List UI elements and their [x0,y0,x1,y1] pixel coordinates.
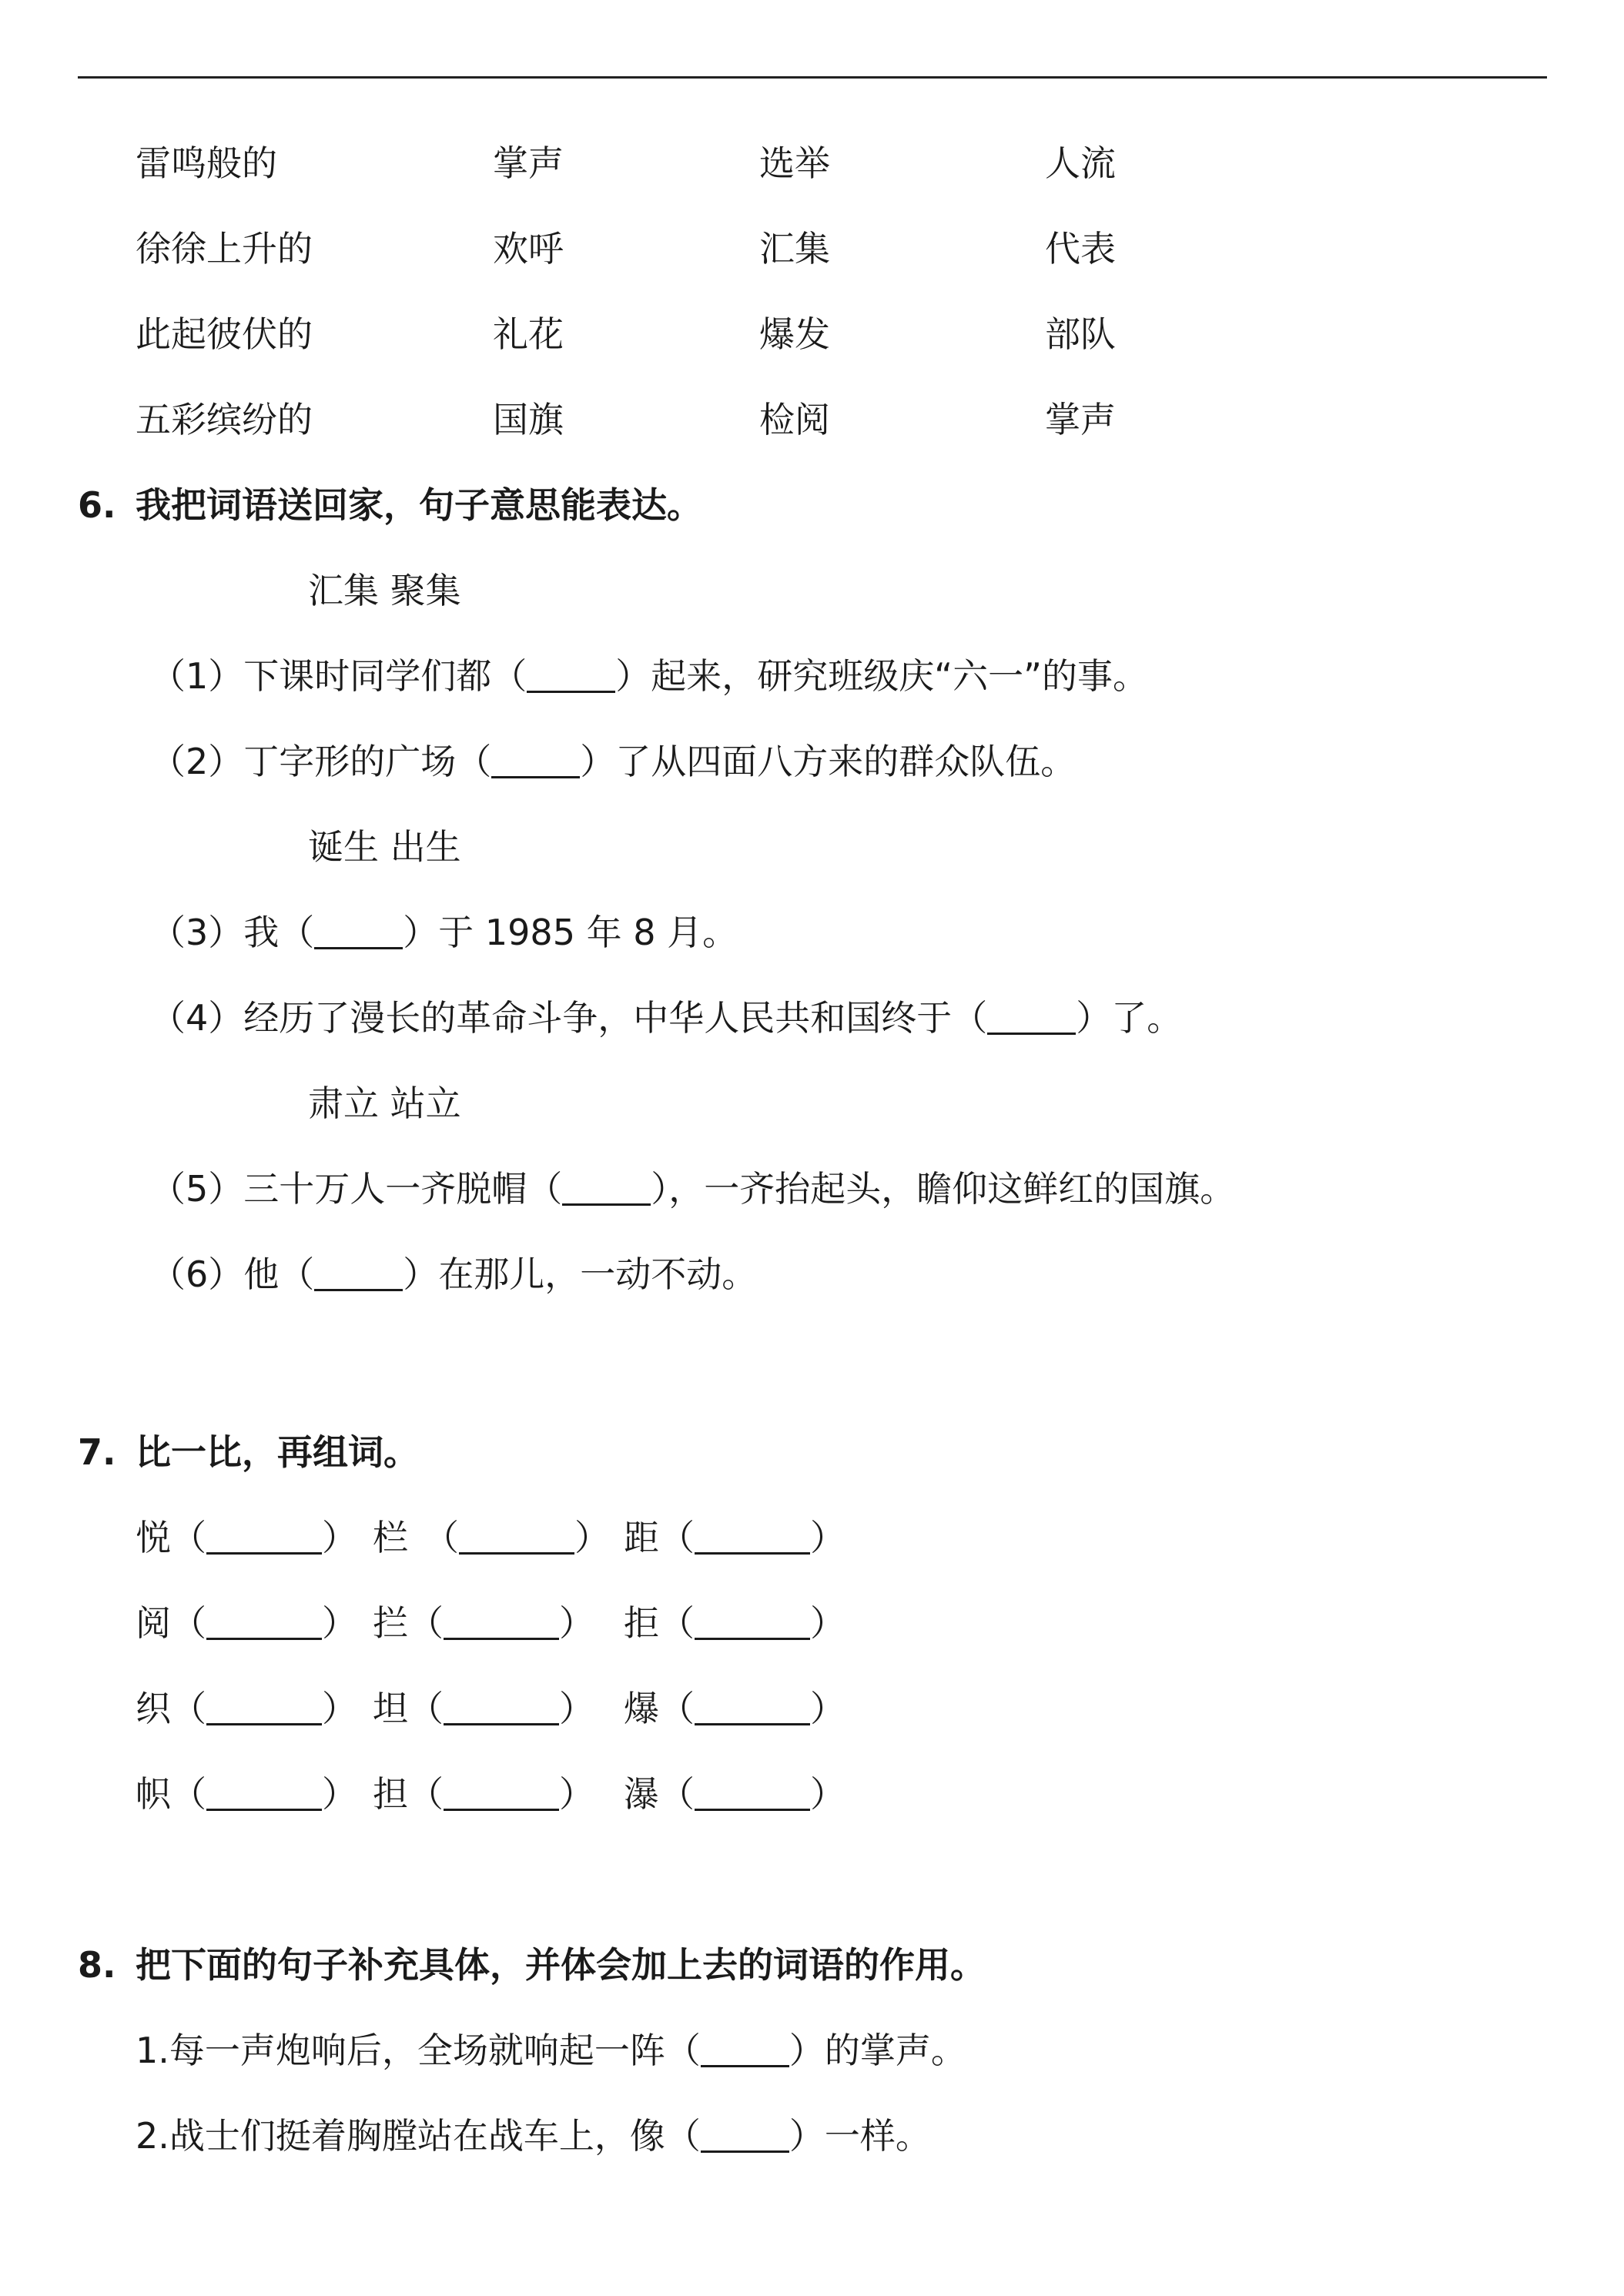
match-cell: 雷鸣般的 [136,142,277,184]
q8-title: 把下面的句子补充具体，并体会加上去的词语的作用。 [136,1944,986,1986]
match-cell: 爆发 [759,313,830,355]
answer-blank[interactable] [206,1689,322,1725]
answer-blank[interactable] [206,1604,322,1640]
q6-word-group-2: 诞生 出生 [308,826,461,868]
q7-number: 7. [78,1431,116,1473]
q6-word-group-3: 肃立 站立 [308,1083,461,1124]
answer-blank[interactable] [695,1689,810,1725]
answer-blank[interactable] [444,1775,559,1811]
answer-blank[interactable] [695,1518,810,1555]
match-cell: 国旗 [493,399,564,440]
match-cell: 礼花 [493,313,564,355]
top-rule [78,76,1547,79]
q6-word-group-1: 汇集 聚集 [308,570,461,611]
q6-number: 6. [78,484,116,526]
answer-blank[interactable] [562,1170,651,1206]
match-cell: 检阅 [759,399,830,440]
answer-blank[interactable] [491,742,580,778]
match-cell: 掌声 [1045,399,1116,440]
q6-sentence-4: （4）经历了漫长的革命斗争，中华人民共和国终于（ ）了。 [150,997,1183,1039]
answer-blank[interactable] [987,999,1076,1035]
answer-blank[interactable] [314,1255,403,1291]
answer-blank[interactable] [695,1775,810,1811]
compare-item: 悦（ ） [136,1517,357,1558]
answer-blank[interactable] [444,1689,559,1725]
match-cell: 此起彼伏的 [136,313,313,355]
answer-blank[interactable] [206,1518,322,1555]
q6-title: 我把词语送回家，句子意思能表达。 [136,484,702,526]
compare-item: 拒（ ） [624,1602,845,1644]
q8-sentence-1: 1.每一声炮响后，全场就响起一阵（ ）的掌声。 [136,2030,966,2071]
match-cell: 欢呼 [493,228,564,269]
compare-item: 帜（ ） [136,1773,357,1815]
match-cell: 选举 [759,142,830,184]
match-cell: 掌声 [493,142,564,184]
q8-number: 8. [78,1944,116,1986]
compare-item: 爆（ ） [624,1688,845,1729]
match-cell: 代表 [1045,228,1116,269]
compare-item: 阅（ ） [136,1602,357,1644]
answer-blank[interactable] [444,1604,559,1640]
q8-sentence-2: 2.战士们挺着胸膛站在战车上，像（ ）一样。 [136,2115,931,2157]
compare-item: 织（ ） [136,1688,357,1729]
answer-blank[interactable] [701,2031,789,2067]
answer-blank[interactable] [701,2117,789,2153]
match-cell: 徐徐上升的 [136,228,313,269]
compare-item: 栏 （ ） [373,1517,610,1558]
compare-item: 拦（ ） [373,1602,594,1644]
q6-sentence-3: （3）我（ ）于 1985 年 8 月。 [150,912,738,953]
match-cell: 五彩缤纷的 [136,399,313,440]
answer-blank[interactable] [314,913,403,949]
q6-sentence-1: （1）下课时同学们都（ ）起来，研究班级庆“六一”的事。 [150,655,1148,697]
match-cell: 人流 [1045,142,1116,184]
answer-blank[interactable] [206,1775,322,1811]
q6-heading [78,482,702,528]
compare-item: 担（ ） [373,1773,594,1815]
match-cell: 部队 [1045,313,1116,355]
q7-heading [78,1429,419,1475]
compare-item: 距（ ） [624,1517,845,1558]
compare-item: 瀑（ ） [624,1773,845,1815]
q6-sentence-2: （2）丁字形的广场（ ）了从四面八方来的群众队伍。 [150,741,1077,782]
q7-title: 比一比，再组词。 [136,1431,419,1473]
answer-blank[interactable] [695,1604,810,1640]
q6-sentence-6: （6）他（ ）在那儿，一动不动。 [150,1253,758,1295]
answer-blank[interactable] [459,1518,574,1555]
q8-heading [78,1942,986,1988]
q6-sentence-5: （5）三十万人一齐脱帽（ ），一齐抬起头，瞻仰这鲜红的国旗。 [150,1168,1236,1210]
match-cell: 汇集 [759,228,830,269]
answer-blank[interactable] [527,657,615,693]
compare-item: 坦（ ） [373,1688,594,1729]
